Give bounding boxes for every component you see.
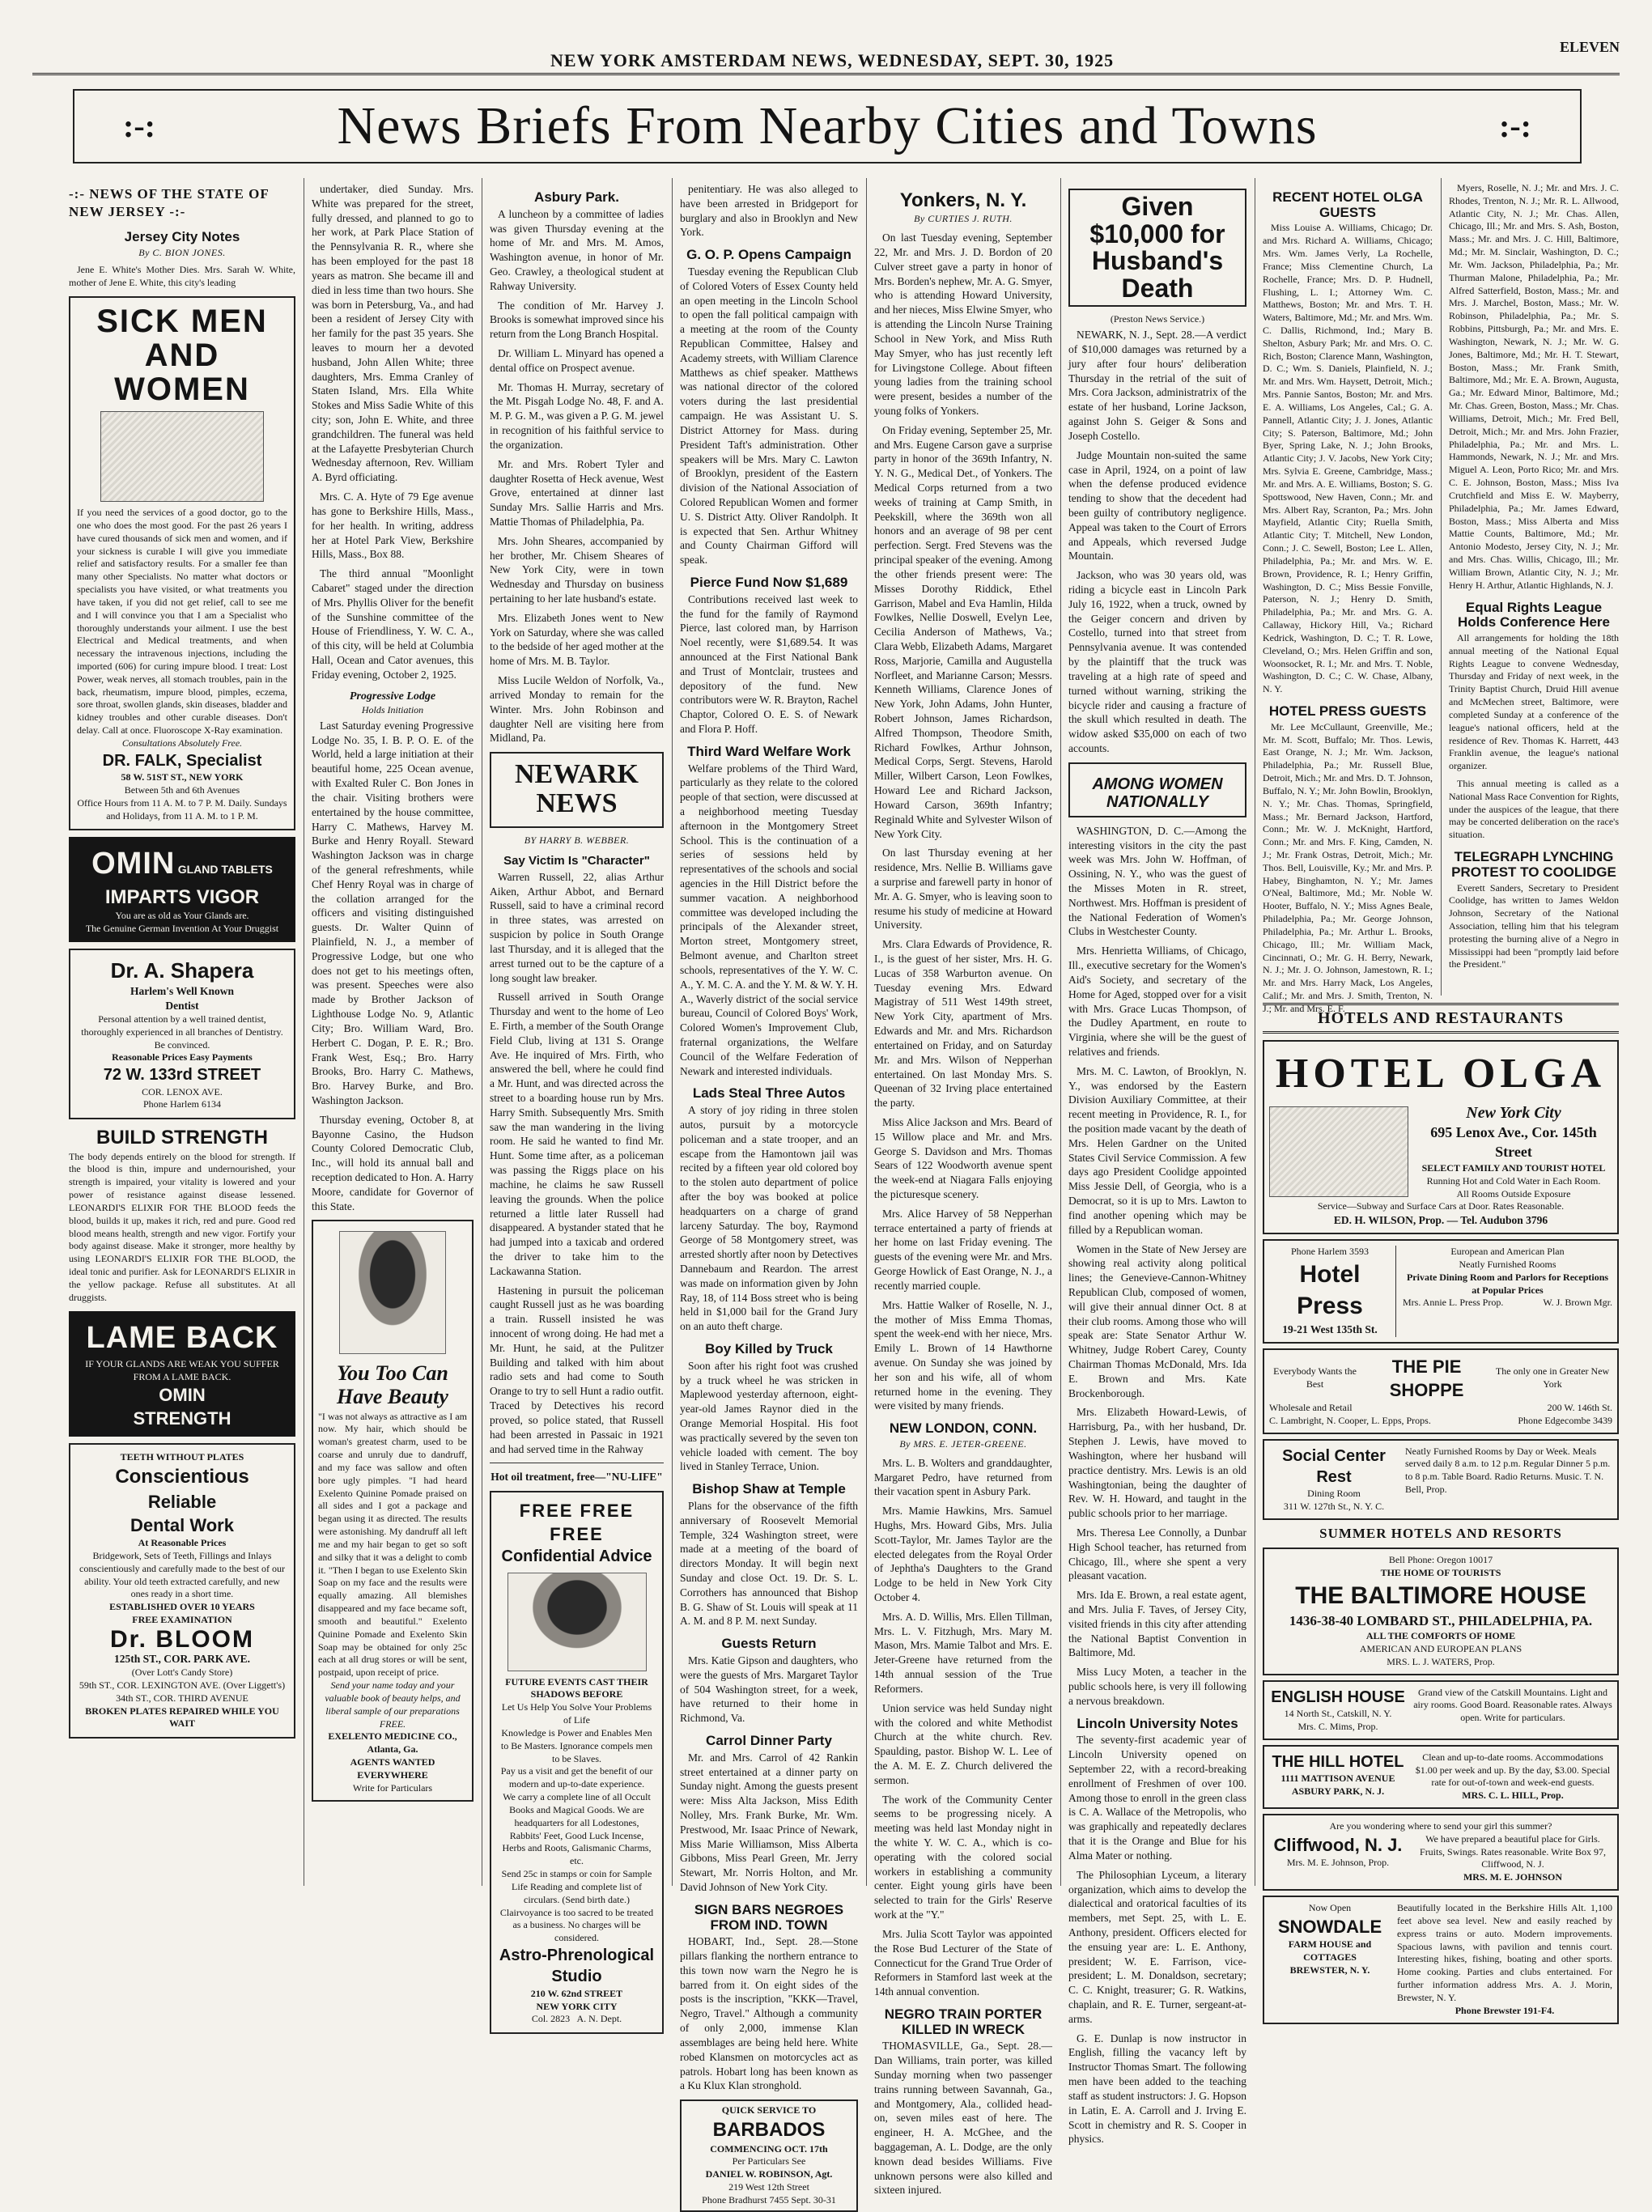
press-rooms: Neatly Furnished Rooms	[1459, 1258, 1556, 1270]
yonkers-headline: Yonkers, N. Y.	[899, 189, 1027, 211]
snowdale-open: Now Open	[1308, 1902, 1352, 1914]
masthead-paper-line: NEW YORK AMSTERDAM NEWS, WEDNESDAY, SEPT. 30, 1925	[550, 50, 1115, 70]
astro-help: Let Us Help You Solve Your Problems of Life	[501, 1701, 652, 1726]
shapera-phone: Phone Harlem 6134	[143, 1098, 221, 1110]
shapera-name: Dr. A. Shapera	[110, 957, 254, 983]
press-mgr1b: Prop.	[1482, 1297, 1504, 1309]
welfare-text: Welfare problems of the Third Ward, particularly as they relate to the colored people of that section, were discussed at a neighborhood meeting Tuesday afternoon in the Montgomery Street School. This is the continuation of a series of sessions held by representatives of the schools and social agencies in the Hill District before the summer vacation. A neighborhood committee was developed including the principals of the Alexander street, Morton street, Montgomery street, Belmont avenue, and Charlton street schools, representatives of the Y. W. C. A., Y. M. C. A. and the Y. M. & W. Y. H. A., Waverly district of the social service bureau, Council of Colored Boys' Work, Colored Women's Improvement Club, fraternal organizations, the Welfare Council of the Welfare Federation of Newark and interested individuals.	[680, 762, 858, 1077]
column-2	[312, 182, 474, 1882]
press-plan: European and American Plan	[1450, 1246, 1565, 1258]
snowdale-sub: FARM HOUSE and COTTAGES	[1288, 1938, 1372, 1963]
telegraph-text: Everett Sanders, Secretary to President Coolidge, has written to James Weldon Johnson, Secretary of the National Association, telling him that his telegram protesting the burning alive of a Negro in Mississippi had been "promptly laid before the President."	[1449, 881, 1619, 970]
newark-subhead: Say Victim Is "Character"	[503, 854, 650, 868]
olga-city: New York City	[1466, 1104, 1561, 1123]
cliffwood-desc: We have prepared a beautiful place for Girls. Fruits, Swings. Rates reasonable. Write Box 97, Cliffwood, N. J.	[1420, 1832, 1606, 1870]
shapera-prices: Reasonable Prices Easy Payments	[112, 1051, 253, 1064]
astro-conf: Confidential Advice	[501, 1548, 652, 1566]
ad-sick-between: Between 5th and 6th Avenues	[124, 784, 240, 796]
yonkers-p1: On last Tuesday evening, September 22, Mr. and Mrs. J. D. Bordon of 20 Culver street gave a party in honor of Mrs. Borden's nephew, Mr. A. G. Smyer, who is attending Howard University, and her nieces, Miss Elwine Smyer, who is attending the Lincoln Nurse Training School in New York, and Miss Ruth May Smyer, who has just recently left for Livingstone College. About fifteen young ladies from the training school were present, besides a number of the young folks of Yonkers.	[874, 231, 1053, 417]
ad-sick-consult: Consultations Absolutely Free.	[121, 737, 243, 749]
press-private: Private Dining Room and Parlors for Receptions at Popular Prices	[1406, 1271, 1609, 1296]
english-name: ENGLISH HOUSE	[1271, 1688, 1405, 1706]
guests-return-text: Mrs. Katie Gipson and daughters, who were the guests of Mrs. Margaret Taylor of 504 Washington street, for a week, have returned to their home in Richmond, Va.	[680, 1654, 858, 1725]
astro-free: FREE FREE FREE	[519, 1501, 635, 1545]
barbados-commencing: COMMENCING OCT. 17th	[710, 2142, 828, 2155]
ad-sick-body: If you need the services of a good doctor, go to the one who does the most good. For the past 26 years I have cured thousands of sick men and women, and if your sickness is curable I will give you immediate relief and satisfactory results. For a smaller fee than many other Specialists. No matter what doctors or specialists you have visited, or what treatments you have taken, if you did not get relief, call to see me and I will convince you that I am a Specialist who thoroughly understands your ailment. I use the best Electrical and Medical treatments, and when necessary the intravenous injections, including the imported (606) for curing impure blood. I treat: Lost Power, weak nerves, all stomach troubles, pain in the back, rheumatism, impure blood, pimples, eczema, sore throat, swollen glands, skin diseases, bladder and kidney troubles and other curable diseases. Don't delay. Call at once. Fluoroscope X-Ray examination.	[77, 507, 287, 737]
omin-imparts: IMPARTS VIGOR	[104, 885, 260, 908]
hill-name: THE HILL HOTEL	[1272, 1752, 1404, 1771]
cliffwood-ask: Are you wondering where to send your girl this summer?	[1329, 1819, 1552, 1832]
white-obituary: undertaker, died Sunday. Mrs. White was prepared for the street, fully dressed, and planned to go to her work, at Park Place Station of the Pennsylvania R. R., where she has been employed for the past 18 years as matron. She became ill and died in less time than two hours. She was born in Petersburg, Va., and had been a resident of Jersey City with her family for the past 35 years. She leaves to mourn her a devoted husband, John Allen White; three daughters, Mrs. Emma Cranley of Staten Island, Mrs. Ella White Stokes and Miss Sadie White of this city; son, John E. White, and three grandchildren. The funeral was held at the Lafayette Presbyterian Church Wednesday afternoon, Rev. William A. Byrd officiating.	[312, 183, 474, 484]
astro-name: Astro-Phrenological Studio	[499, 1946, 655, 1986]
astro-know: Knowledge is Power and Enables Men to Be Masters. Ignorance compels men to be Slaves.	[500, 1726, 653, 1764]
column-1	[69, 182, 295, 1882]
ad-pie-shoppe	[1263, 1348, 1619, 1434]
olga-guests-continued: Myers, Roselle, N. J.; Mr. and Mrs. J. C. Rhodes, Trenton, N. J.; Mr. R. L. Allwood, Atlantic City, N. J.; Mr. Chas. Allen, Chicago, Ill.; Mr. and Mrs. S. Ash, Boston, Mass.; Mr. and Mrs. J. C. Hill, Baltimore, Md.; Mr. M. Sinclair, Washington, D. C.; Mr. Wm. Jackson, Philadelphia, Pa.; Mr. Thurman Malone, Philadelphia, Pa.; Mr. Alfred Satterfield, Boston, Mass.; Mr. and Mrs. J. Marchel, Boston, Mass.; Mr. W. Robinson, Philadelphia, Pa.; Mr. S. Robbins, Pittsburgh, Pa.; Mr. and Mrs. E. Washington, Newark, N. J.; Mr. W. G. Jones, Baltimore, Md.; Mr. H. T. Stewart, Boston, Mass.; Mr. Frank Smith, Baltimore, Md.; Mr. E. A. Brown, Augusta, Ga.; Mr. Edward Minor, Baltimore, Md.; Mr. Chas. Green, Boston, Mass.; Mr. Chas. Williams, Detroit, Mich.; Mr. Fred Bell, Detroit, Mich.; Mr. and Mrs. John Frazier, Philadelphia, Pa.; Mr. and Mrs. L. Hammonds, Newark, N. J.; Mr. and Mrs. Miguel A. Leon, Porto Rico; Mr. and Mrs. C. E. Johnson, Boston, Mass.; Miss Iva Crutchfield and Miss E. W. Mayberry, Philadelphia, Pa.; Mr. James Edward, Boston, Mass.; Miss Alberta and Miss Mattie Counts, Baltimore, Md.; Mr. Antonio Modesto, Jersey City, N. J.; Mr. and Mrs. Chas. Willis, Chicago, Ill.; Mr. William Brown, Atlantic City, N. J.; Mr. Henry H. Arthur, Atlantic Highlands, N. J.	[1449, 182, 1619, 591]
olga-service: Service—Subway and Surface Cars at Door. Rates Reasonable.	[1317, 1200, 1565, 1212]
ad-sick-name: DR. FALK, Specialist	[102, 751, 262, 770]
ad-baltimore-house	[1263, 1548, 1619, 1675]
press-mgr2b: Mgr.	[1593, 1297, 1612, 1309]
omin-sub: GLAND TABLETS	[177, 863, 273, 877]
ad-sick-addr: 58 W. 51ST ST., NEW YORK	[121, 771, 244, 783]
olga-addr: 695 Lenox Ave., Cor. 145th Street	[1430, 1124, 1597, 1161]
new-london-byline: By MRS. E. JETER-GREENE.	[899, 1437, 1027, 1450]
bloom-prices: At Reasonable Prices	[138, 1537, 227, 1549]
jersey-city-headline: Jersey City Notes	[124, 228, 240, 244]
beauty-write: Write for Particulars	[352, 1781, 433, 1794]
shapera-sub2: Dentist	[165, 1000, 199, 1013]
hill-prop: MRS. C. L. HILL, Prop.	[1462, 1790, 1564, 1802]
press-mgr1: Mrs. Annie L. Press	[1403, 1297, 1480, 1309]
social-dining: Dining Room	[1307, 1488, 1361, 1500]
lincoln-p1: The seventy-first academic year of Lincoln University opened on September 22, with a record-breaking enrollment of Freshmen of over 100. Among those to enroll in the green class is C. A. Wallace of the Metropolis, who was graphically and repeatedly declares that it is the Orange and Blue for his Alma Mater or nothing.	[1068, 1734, 1246, 1862]
column-rule	[672, 178, 673, 1886]
ad-omin	[69, 837, 295, 941]
newark-p2: Russell arrived in South Orange Thursday and went to the home of Leo E. Firth, a member of the South Orange Field Club, living at 131 S. Orange Ave. He inquired of Mrs. Firth, who answered the bell, where he could find a Mr. Hunt, and was directed across the street to a boarding house run by Mrs. Harry Smith. Subsequently Mrs. Smith saw the man wandering in the living room. He said he wanted to find Mr. Hunt. Some time after, as a policeman was passing the Riggs place on his machine, he claims he saw Russell leaving the grounds. When the police returned a little later Russell had disappeared. A bystander stated that he had jumped into a taxicab and ordered the driver to take him to the Lackawanna Station.	[490, 991, 664, 1277]
lincoln-headline: Lincoln University Notes	[1077, 1715, 1238, 1731]
beauty-title: You Too Can Have Beauty	[337, 1361, 448, 1409]
beauty-body: "I was not always as attractive as I am now. My hair, which should be woman's greatest charm, used to be coarse and unruly due to dandruff, and my face was sallow and often bore ugly pimples. "I had heard Exelento Quinine Pomade praised on all sides and I got a package and began using it as directed. The results were astonishing. My dandruff all left me and my hair began to get so soft and silky that it was a delight to comb it. "Then I began to use Exelento Skin Soap on my face and the results were equally amazing. All blemishes disappeared and my face became soft, smooth and beautiful." Exelento Quinine Pomade and Exelento Skin Soap may be obtained for only 25c each at all drug stores or will be sent, postpaid, upon receipt of price.	[318, 1410, 467, 1679]
olga-select: SELECT FAMILY AND TOURIST HOTEL	[1421, 1161, 1606, 1174]
lame-note: IF YOUR GLANDS ARE WEAK YOU SUFFER FROM A LAME BACK.	[85, 1357, 279, 1382]
asbury-p2: The condition of Mr. Harvey J. Brooks is somewhat improved since his return from the Long Branch Hospital.	[490, 299, 664, 341]
yonkers-p3: On last Thursday evening at her residence, Mrs. Nellie B. Williams gave a surprise and farewell party in honor of Mr. A. G. Smyer, who is leaving soon to resume his study of medicine at Howard University.	[874, 847, 1052, 932]
yonkers-p2: On Friday evening, September 25, Mr. and Mrs. Eugene Carson gave a surprise party in honor of the 369th Infantry, N. Y. N. G., Medical Det., of Yonkers. The Medical Corps returned from a two weeks of training at Camp Smith, in Peekskill, where the 369th won all honors and an average of 98 per cent perfection. Sergt. Fred Stevens was the principal speaker of the evening. Among the other friends present were: The Misses Dorothy Riddick, Ethel Garrison, Mabel and Eva Hamlin, Hilda Fowlkes, Nellie Doswell, Evelyn Lee, Cecilia Anderson of Mathews, Va.; Clara Webb, Elizabeth Adams, Margaret Ross, Marjorie, Camilla and Augustella Norfleet, and Marianne Carson; Messrs. Kenneth Williams, Clarence Jones of New York, John Adams, John Hunter, Robert Johnson, James Richardson, Alfred Thompson, Theodore Smith, Richard Fowlkes, Arthur Johnson, Medical Corps, Sergt. Stevens, Harold Miller, Wilbert Carson, Leon Fowlkes, Howard Lee and Richard Jackson, Howard Carson, 369th Infantry; Reginald White and Sylvester Wilson of New York City.	[874, 423, 1052, 840]
ad-shapera	[69, 949, 295, 1119]
gop-text: Tuesday evening the Republican Club of Colored Voters of Essex County held an open meeting in the Lincoln School to open the fall political campaign with a meeting at the room of the County Republican Committee, Halsey and Academy streets, with William Clarence Matthews as chief speaker. Matthews was national director of the colored voters during the last presidential campaign. He was Assistant U. S. District Attorney for Mass. during President Taft's administration. Other speakers will be Mrs. Mary C. Lawton of Brooklyn, president of the Eastern division of the National Association of Colored Republican Women and former U. S. District Atty. Oliver Randolph. It is expected that Sen. Arthur Whitney and County Chairman Gifford will speak.	[680, 265, 858, 567]
given-10000-headline: Given $10,000 for Husband's Death	[1089, 192, 1225, 303]
given-10000-box	[1068, 189, 1246, 307]
bloom-teeth: TEETH WITHOUT PLATES	[120, 1451, 244, 1463]
astro-pay: Pay us a visit and get the benefit of our modern and up-to-date experience.	[500, 1765, 653, 1790]
omin-foot: The Genuine German Invention At Your Druggist	[85, 923, 279, 935]
cliffwood-name: Cliffwood, N. J.	[1273, 1834, 1403, 1855]
astro-addr: 210 W. 62nd STREET	[530, 1987, 623, 1999]
ad-sick-hours: Office Hours from 11 A. M. to 7 P. M. Daily. Sundays and Holidays, from 11 A. M. to 1 P. M.	[77, 796, 287, 822]
page-number: ELEVEN	[1559, 39, 1620, 55]
ad-lame-back	[69, 1311, 295, 1437]
column-rule	[1060, 178, 1061, 1886]
ad-cliffwood	[1263, 1814, 1619, 1891]
bloom-addr: 125th ST., COR. PARK AVE.	[113, 1653, 251, 1666]
lodge-text: Last Saturday evening Progressive Lodge No. 35, I. B. P. O. E. of the World, held a large initiation at their beautiful home, 225 Ocean avenue, with Exalted Ruler C. Bon Jones in the chair. Visiting brothers were entertained by the house committee, Harry C. Mathews, Harvey M. Burke and Henry Royall. Steward Washington Jackson was in charge of the general refreshments, while Chef Henry Royal was in charge of the collation arranged for the officers and visiting distinguished guests. Dr. Walter Quinn of Plainfield, N. J., a member of Progressive Lodge, but one who does not get to his meetings often, was present. Speeches were also made by Brother Jackson of Lighthouse Lodge No. 9, Atlantic City; Bro. William Ward, Bro. Herbert C. Dogan, P. E. R.; Bro. Frank West, Esq.; Bro. Harry Brooks, Bro. Harry C. Mathews, Bro. Harvey Burke, and Bro. Washington Jackson.	[312, 719, 474, 1106]
omin-note: You are as old as Your Glands are.	[115, 910, 249, 922]
baltimore-comforts: ALL THE COMFORTS OF HOME	[1365, 1630, 1516, 1642]
train-porter-text: THOMASVILLE, Ga., Sept. 28.—Dan Williams, train porter, was killed Sunday morning when two passenger trains running between Savannah, Ga., and Montgomery, Ala., collided head-on, seven miles east of here. The engineer, H. A. McGhee, and the baggageman, A. L. Dodge, are the only known dead besides Williams. Five unknown persons were also killed and sixteen injured.	[874, 2040, 1052, 2197]
build-strength-headline: BUILD STRENGTH	[96, 1127, 268, 1149]
bloom-branch1: 59th ST., COR. LEXINGTON AVE. (Over Liggett's)	[79, 1679, 286, 1691]
snowdale-phone: Phone Brewster 191-F4.	[1455, 2004, 1555, 2016]
pierce-headline: Pierce Fund Now $1,689	[690, 575, 848, 590]
preston-source: (Preston News Service.)	[1110, 313, 1205, 325]
bloom-title3: Dental Work	[130, 1515, 234, 1535]
bayonne-item: Thursday evening, October 8, at Bayonne Casino, the Hudson County Colored Democratic Club, Inc., will hold its annual ball and reception dedicated to Hon. A. Harry Moore, candidate for Governor of this State.	[312, 1113, 474, 1212]
ad-exelento	[312, 1220, 474, 1801]
gop-headline: G. O. P. Opens Campaign	[686, 247, 851, 263]
yonkers-p7: Mrs. Hattie Walker of Roselle, N. J., the mother of Miss Emma Thomas, spent the week-end with her niece, Mrs. Emily L. Brown of 14 Hawthorne avenue. On Sunday she was joined by her son and his wife, all of whom returned home in the evening. They were visited by many friends.	[874, 1298, 1052, 1412]
ad-hotel-olga	[1263, 1040, 1619, 1234]
ad-social-center	[1263, 1439, 1619, 1520]
pie-only: The only one in Greater New York	[1495, 1365, 1610, 1390]
masthead	[32, 8, 1620, 70]
section-banner	[73, 89, 1582, 163]
asbury-p6: Mrs. John Sheares, accompanied by her brother, Mr. Chisem Sheares of New York City, were in town Wednesday and Thursday on business pertaining to her late husband's estate.	[490, 534, 664, 605]
shapera-corner: COR. LENOX AVE.	[142, 1085, 223, 1098]
astro-future: FUTURE EVENTS CAST THEIR SHADOWS BEFORE	[505, 1675, 648, 1700]
bloom-est: ESTABLISHED OVER 10 YEARS	[109, 1601, 255, 1613]
yonkers-byline: By CURTIES J. RUTH.	[914, 213, 1013, 225]
newark-p3: Hastening in pursuit the policeman caught Russell just as he was boarding a train. Russell insisted he was innocent of wrong doing. He had met a Mr. Hunt, he said, at the Pulitzer Building and talked with him about radio sets and had come to South Orange to try to sell Hunt a radio outfit. Traced by Detectives his record proved, so police stated, that Russell had been arrested in Passaic in 1921 and had served time in the Rahway	[490, 1284, 664, 1455]
asbury-p4: Mr. Thomas H. Murray, secretary of the Mt. Pisgah Lodge No. 48, F. and A. M. P. G. M., was given a P. G. M. jewel in recognition of his faithful service to the organization.	[490, 380, 664, 451]
ad-english-house	[1263, 1680, 1619, 1740]
astro-col: Col. 2823	[531, 2013, 571, 2025]
column-7	[1263, 182, 1433, 1014]
ad-astro	[490, 1491, 664, 2034]
banner-title: News Briefs From Nearby Cities and Towns	[337, 96, 1318, 155]
new-london-headline: NEW LONDON, CONN.	[889, 1420, 1038, 1437]
hyte-item: Mrs. C. A. Hyte of 79 Ege avenue has gone to Berkshire Hills, Mass., for her health. In writing, address her at Hotel Park View, Berkshire Hills, Mass., Box 88.	[312, 490, 474, 561]
banner-ornament-right: :-:	[1499, 108, 1531, 144]
astro-city: NEW YORK CITY	[536, 2000, 618, 2012]
woman-portrait	[339, 1231, 446, 1354]
pie-wants: Everybody Wants the Best	[1273, 1365, 1357, 1390]
beauty-agents: AGENTS WANTED EVERYWHERE	[350, 1756, 435, 1781]
column-5	[874, 182, 1053, 2197]
new-london-p3: Mrs. A. D. Willis, Mrs. Ellen Tillman, Mrs. L. V. Fitzhugh, Mrs. Mary M. Mason, Mrs. Mamie Talbot and Mrs. E. Jeter-Greene have returned from the 14th annual session of the True Reformers.	[874, 1610, 1052, 1695]
among-p8: Miss Lucy Moten, a teacher in the public schools here, is very ill following a nervous breakdown.	[1068, 1666, 1246, 1707]
build-strength-body: The body depends entirely on the blood for strength. If the blood is thin, impure and undernourished, your strength is impaired, your vitality is lowered and your power of resistance against disease lessened. LEONARDI'S ELIXIR FOR THE BLOOD feeds the blood, builds it up, makes it rich, red and pure. Good red blood means health, strength and new vigor. Fortify your body against disease. Make it stronger, more healthy by using LEONARDI'S ELIXIR FOR THE BLOOD, the ideal tonic and purifier. Ask for LEONARDI'S ELIXIR in the yellow package. Refuse all substitutes. At all druggists.	[69, 1150, 295, 1303]
ad-hotel-press	[1263, 1239, 1619, 1344]
press-name: Hotel Press	[1297, 1260, 1363, 1320]
olga-guests-text: Miss Louise A. Williams, Chicago; Dr. and Mrs. Richard A. Williams, Chicago; Mrs. Wm. James Verly, La Rochelle, France; Miss Clementine Church, La Rochelle, France; Mrs. D. P. Hudnell, Flushing, L. I.; Attorney Wm. C. Matthews, Boston; Mr. and Mrs. T. H. Waters, Baltimore, Md.; Mr. and Mrs. Wm. C. Dallis, Richmond, Ind.; Mary B. Shelton, Asbury Park; Mr. and Mrs. O. C. Rich, Boston; Clarence Mann, Washington, D. C.; Wm. S. Daniels, Plainfield, N. J.; Mr. and Mrs. Wm. Haysett, Detroit, Mich.; Mrs. Pannie Santos, Boston; Mr. and Mrs. E. A. Williams, Los Angeles, Cal.; G. A. Pannell, Atlantic City; J. J. Jones, Atlantic City; S. Paterson, Baltimore, Md.; John Byer, Spring Lake, N. J.; John Brooks, Atlantic City; J. V. Jacobs, New York City; Mrs. Sylvia E. Greene, Cambridge, Mass.; Mr. and Mrs. A. E. Williams, Boston; S. G. Spottswood, New Haven, Conn.; Mr. and Mrs. Albert Ray, Scranton, Pa.; Mrs. John Mayfield, Atlantic City; Ruella Smith, Atlantic City; T. Mitchell, New London, Conn.; J. C. Sewell, Boston; Lee L. Allen, Philadelphia, Pa.; Mr. and Mrs. W. E. Brown, Providence, R. I.; Henry Griffin, Washington, D. C.; Miss Bessie Fonville, Paterson, N. J.; Henry D. Smith, Philadelphia, Pa.; Mr. and Mrs. G. A. Callaway, Hickory Hill, Va.; Richard Kedrick, Washington, D. C.; T. R. Lowe, Cleveland, O.; Mrs. Helen Griffin and son, Woonsocket, R. I.; Mr. and Mrs. T. Noble, Washington, D. C.; C. W. Chase, Albany, N. Y.	[1263, 222, 1433, 695]
ad-barbados	[680, 2099, 858, 2212]
hotels-header: HOTELS AND RESTAURANTS	[1263, 1003, 1619, 1034]
social-addr: 311 W. 127th St., N. Y. C.	[1283, 1501, 1385, 1513]
press-addr: 19-21 West 135th St.	[1282, 1323, 1378, 1336]
given-p1: NEWARK, N. J., Sept. 28.—A verdict of $10,000 damages was returned by a jury after four hours' deliberation Thursday in the retrial of the suit of Mrs. Cora Jackson, administratrix of the estate of her husband, Lorine Jackson, against John S. Geiger & Sons and Joseph Costello.	[1068, 329, 1246, 442]
beauty-company: EXELENTO MEDICINE CO., Atlanta, Ga.	[328, 1730, 457, 1756]
given-p2: Judge Mountain non-suited the same case in April, 1924, on a point of law when the defense produced evidence tending to show that the decedent had been guilty of contributory negligence. Appeal was taken to the Court of Errors and Appeals, which reversed Judge Mountain.	[1068, 448, 1246, 563]
yonkers-p4: Mrs. Clara Edwards of Providence, R. I., is the guest of her sister, Mrs. H. G. Lucas of 358 Warburton avenue. On Tuesday evening Mrs. Edward Magistray of 511 West 149th street, New York City, apartment of Mrs. Edwards and Mr. and Mrs. Richardson entertained on Friday, and on Saturday Mr. and Mrs. Wilson of Nepperhan entertained. On last Monday Mrs. S. Queenan of 32 Irving place entertained the party.	[874, 938, 1052, 1110]
hotels-section	[1263, 1000, 1619, 2016]
among-p5: Mrs. Elizabeth Howard-Lewis, of Harrisburg, Pa., with her husband, Dr. Stephen J. Lewis, have moved to Washington, where her husband will practice dentistry. Mrs. Lewis is an old Washingtonian, being the daughter of Rev. W. H. Howard, and taught in the public schools prior to her marriage.	[1068, 1406, 1246, 1520]
omin-title: OMIN	[91, 847, 176, 881]
newark-p1: Warren Russell, 22, alias Arthur Aiken, Arthur Abbot, and Bernard Russell, said to have a criminal record in three states, was arrested on suspicion by police in South Orange last Thursday, and it is alleged that the arrest turned out to be the capture of a long sought law breaker.	[490, 870, 664, 984]
hill-desc: Clean and up-to-date rooms. Accommodations $1.00 per week and up. By the day, $3.00. Special rate for out-of-town and week-end guests.	[1415, 1751, 1611, 1789]
barbados-particulars: Per Particulars See	[732, 2155, 806, 2167]
olga-rooms: All Rooms Outside Exposure	[1456, 1187, 1571, 1199]
telegraph-headline: TELEGRAPH LYNCHING PROTEST TO COOLIDGE	[1451, 849, 1616, 880]
bloom-over: (Over Lott's Candy Store)	[131, 1666, 233, 1679]
among-p1: WASHINGTON, D. C.—Among the interesting visitors in the city the past week was Mrs. John W. Hoffman, of Ossining, N. Y., who was the guest of the Misses Moten in R. street, Northwest. Mrs. Hoffman is president of the National Federation of Women's Clubs in Westchester County.	[1068, 824, 1246, 938]
among-p7: Mrs. Ida E. Brown, a real estate agent, and Mrs. Julia F. Taves, of Jersey City, visited friends in this city after attending the National Baptist Convention in Baltimore, Md.	[1068, 1589, 1246, 1659]
baltimore-name: THE BALTIMORE HOUSE	[1295, 1582, 1586, 1610]
english-addr: 14 North St., Catskill, N. Y.	[1284, 1708, 1392, 1720]
boy-killed-headline: Boy Killed by Truck	[705, 1341, 833, 1357]
press-guests-text: Mr. Lee McCullaunt, Greenville, Me.; Mr. M. Scott, Buffalo; Mr. Thos. Lewis, East Orange, N. J.; Mr. Wm. Jackson, Philadelphia, Pa.; Mr. Russell Blue, Detroit, Mich.; Mr. and Mrs. D. T. Johnson, Buffalo, N. Y.; Mr. John Bowlin, Brooklyn, N. Y.; Mr. Chas. Thomas, Springfield, Mass.; Mr. Bernard Jackson, Hartford, Conn.; Mr. W. J. McKnight, Hartford, Conn.; Mr. and Mrs. F. King, Camden, N. J.; Mr. Frank Ostras, Detroit, Mich.; Mr. Thos. Bell, Louisville, Ky.; Mr. and Mrs. P. Habey, Binghamton, N. Y.; Mr. James O'Neal, Baltimore, Md.; Mr. Noble W. Hooter, Buffalo, N. Y.; Miss Agnes Beale, Philadelphia, Pa.; Mr. George Johnson, Philadelphia, Pa.; Mr. Arthur L. Brooks, Chicago, Ill.; Mr. William Mack, Cincinnati, O.; Mr. G. H. Berry, Newark, N. J.; Mr. J. O. Johnson, Jamestown, R. I.; Mr. and Mrs. Harry Mack, Los Angeles, Calif.; Mr. and Mrs. J. Smith, Trenton, N. J.; Mr. and Mrs. E. F.	[1263, 720, 1433, 1014]
train-porter-headline: NEGRO TRAIN PORTER KILLED IN WRECK	[884, 2006, 1043, 2037]
carrol-headline: Carrol Dinner Party	[706, 1733, 832, 1748]
lincoln-p3: G. E. Dunlap is now instructor in English, filling the vacancy left by Instructor Thomas Smart. The following men have been added to the teaching staff as student instructors: J. G. Hopson in Latin, E. A. Carroll and J. Irving E. Scott in chemistry and R. S. Cooper in physics.	[1068, 2032, 1246, 2146]
asbury-p3: Dr. William L. Minyard has opened a dental office on Prospect avenue.	[490, 347, 664, 374]
snowdale-city: BREWSTER, N. Y.	[1289, 1964, 1370, 1976]
ad-sick-men	[69, 296, 295, 830]
column-rule	[866, 178, 867, 1886]
astro-dept: A. N. Dept.	[576, 2013, 622, 2025]
english-prop: Mrs. C. Mims, Prop.	[1297, 1720, 1378, 1732]
jersey-city-byline: By C. BION JONES.	[138, 246, 226, 258]
social-name: Social Center Rest	[1282, 1446, 1386, 1486]
bloom-title2: Reliable	[147, 1491, 217, 1512]
pie-names: C. Lambright, N. Cooper, L. Epps, Props.	[1269, 1414, 1431, 1426]
social-desc: Neatly Furnished Rooms by Day or Week. Meals served daily 8 a.m. to 12 p.m. Regular Dinner 5 p.m. to 8 p.m. Table Board. Radio Returns. Music. T. N. Bell, Prop.	[1405, 1445, 1611, 1496]
pie-name: THE PIE SHOPPE	[1389, 1356, 1464, 1400]
lame-title: LAME BACK	[86, 1320, 278, 1355]
shapera-body: Personal attention by a well trained dentist, thoroughly experienced in all branches of Dentistry. Be convinced.	[81, 1013, 283, 1051]
lodge-headline: Progressive Lodge	[349, 690, 436, 703]
column-3	[490, 182, 664, 2025]
lodge-subhead: Holds Initiation	[361, 704, 424, 716]
cliffwood-prop: Mrs. M. E. Johnson, Prop.	[1286, 1856, 1390, 1868]
bloom-repair: BROKEN PLATES REPAIRED WHILE YOU WAIT	[85, 1705, 279, 1730]
barbados-quick: QUICK SERVICE TO	[721, 2104, 817, 2116]
olga-name: HOTEL OLGA	[1275, 1051, 1607, 1098]
pie-wholesale: Wholesale and Retail	[1269, 1401, 1353, 1413]
asbury-p7: Mrs. Elizabeth Jones went to New York on Saturday, where she was called to the bedside of her aged mother at the home of Mrs. M. B. Taylor.	[490, 611, 664, 668]
hill-addr: 1111 MATTISON AVENUE	[1280, 1773, 1395, 1785]
lame-brand: OMIN	[159, 1385, 206, 1406]
yonkers-p6: Mrs. Alice Harvey of 58 Nepperhan terrace entertained a party of friends at her home on last Friday evening. The guests of the evening were Mr. and Mrs. George Howlick of East Orange, N. J., a recently married couple.	[874, 1207, 1052, 1292]
press-phone: Phone Harlem 3593	[1291, 1246, 1369, 1258]
barbados-name: BARBADOS	[712, 2118, 826, 2141]
pie-phone: Phone Edgecombe 3439	[1518, 1414, 1612, 1426]
asbury-p5: Mr. and Mrs. Robert Tyler and daughter Rosetta of Heck avenue, West Grove, entertained at dinner last Sunday Mrs. Sallie Harris and Mrs. Mattie Thomas of Philadelphia, Pa.	[490, 457, 664, 528]
column-6	[1068, 182, 1246, 2146]
bloom-name: Dr. BLOOM	[109, 1625, 254, 1653]
among-women-box	[1068, 762, 1246, 817]
astro-send: Send 25c in stamps or coin for Sample Life Reading and complete list of circulars. (Send birth date.) Clairvoyance is too sacred to be treated as a business. No charges will be considered.	[499, 1868, 654, 1944]
hill-city: ASBURY PARK, N. J.	[1291, 1785, 1385, 1797]
new-london-p4: Union service was held Sunday night with the colored and white Methodist Church at the white church. Rev. Spaulding, pastor. Bishop W. L. Lee of the A. M. E. Z. Church delivered the sermon.	[874, 1701, 1052, 1786]
olga-guests-headline: RECENT HOTEL OLGA GUESTS	[1272, 189, 1423, 220]
equal-rights-headline: Equal Rights League Holds Conference Here	[1458, 599, 1610, 630]
asbury-p1: A luncheon by a committee of ladies was given Thursday evening at the home of Mr. and Mrs. M. Amos, Washington avenue, in honor of Mr. Geo. Crawley, a theological student at Rahway University.	[490, 207, 664, 292]
snowdale-desc: Beautifully located in the Berkshire Hills Alt. 1,100 feet above sea level. New and easily reached by express trains or auto. Modern improvements. Spacious lawns, with pavilion and tennis court. Interesting hikes, fishing, boating and other sports. Home cooking. Parties and clubs entertained. For further information address Mrs. A. J. Morin, Brewster, N. Y.	[1397, 1902, 1612, 2003]
among-p2: Mrs. Henrietta Williams, of Chicago, Ill., executive secretary for the Women's Aid's Society, and secretary of the Home for Aged, stopped over for a visit with Mrs. Grace Lucas Thompson, of the Dudley Apartment, en route to Virginia, where she will be the guest of relatives and friends.	[1068, 945, 1246, 1058]
asbury-p8: Miss Lucile Weldon of Norfolk, Va., arrived Monday to remain for the Winter. Mrs. John Robinson and daughter Nell are visiting here from Midland, Pa.	[490, 674, 664, 745]
lincoln-p2: The Philosophian Lyceum, a literary organization, which aims to develop the dialectical and oratorical faculties of its members, met Sept. 25, with L. E. Anthony, president. Officers elected for the ensuing year are: L. E. Anthony, president; W. E. Farrison, vice-president; L. M. Donaldson, secretary; C. C. Knight, treasurer; G. R. Watkins, chaplain, and R. E. Turner, sergeant-at-arms.	[1068, 1868, 1246, 2025]
equal-rights-p2: This annual meeting is called as a National Mass Race Convention for Rights, under the auspices of the league, that there may be concerted deliberation on the race's situation.	[1449, 777, 1619, 841]
beauty-send: Send your name today and your valuable book of beauty helps, and liberal sample of our preparations FREE.	[325, 1679, 461, 1730]
column-4	[680, 182, 858, 2206]
bloom-title1: Conscientious	[115, 1466, 249, 1488]
new-london-p2: Mrs. Mamie Hawkins, Mrs. Samuel Hughs, Mrs. Howard Gibs, Mrs. Julia Scott-Taylor, Mr. James Taylor are the elected delegates from the Royal Order of Jephtha's Daughters to the Grand Lodge to be held in New York City October 4.	[874, 1505, 1052, 1604]
pie-addr: 200 W. 146th St.	[1547, 1401, 1612, 1413]
among-p3: Mrs. M. C. Lawton, of Brooklyn, N. Y., was endorsed by the Eastern Division Auxiliary Committee, at their recent meeting in Providence, R. I., for the position made vacant by the death of Mrs. Helen Gardner on the United States Civil Service Commission. A few days ago President Coolidge appointed Miss Jessie Dell, of Georgia, who is a Democrat, so it is up to Mrs. Lawton to find another opening which may be filled by a Republican woman.	[1068, 1064, 1246, 1236]
carrol-text: Mr. and Mrs. Carrol of 42 Rankin street entertained at a dinner party on Sunday night. Among the guests present were: Miss Alta Jackson, Miss Edith Nolley, Mrs. Frank Burke, Mr. Wm. Prestwood, Mr. Isaac Prince of Newark, Miss Marie Williamson, Miss Alberta Gibbons, Miss Pearl Green, Mr. Jerry Stewart, Mr. Norris Holton, and Mr. David Johnson of New York City.	[680, 1751, 858, 1893]
barbados-phone: Phone Bradhurst 7455	[702, 2193, 789, 2206]
newark-headline: NEWARK NEWS	[514, 759, 639, 818]
summer-header: SUMMER HOTELS AND RESORTS	[1319, 1526, 1562, 1542]
newark-news-box	[490, 752, 664, 827]
among-women-headline: AMONG WOMEN NATIONALLY	[1092, 775, 1223, 811]
newark-byline: BY HARRY B. WEBBER.	[524, 834, 630, 846]
shapera-addr: 72 W. 133rd STREET	[103, 1066, 261, 1085]
ad-sick-title: SICK MEN AND WOMEN	[96, 304, 268, 408]
bishop-headline: Bishop Shaw at Temple	[692, 1481, 846, 1497]
banner-ornament-left: :-:	[123, 108, 155, 144]
turbaned-man-illustration	[507, 1573, 647, 1671]
shapera-sub1: Harlem's Well Known	[130, 985, 234, 998]
baltimore-plans: AMERICAN AND EUROPEAN PLANS	[1359, 1642, 1522, 1654]
bloom-branch2: 34th ST., COR. THIRD AVENUE	[116, 1692, 248, 1704]
astro-carry: We carry a complete line of all Occult Books and Magical Goods. We are headquarters for all Lodestones, Rabbits' Feet, Good Luck Incense, Herbs and Roots, Galismanic Charms, etc.	[502, 1791, 652, 1867]
cabaret-item: The third annual "Moonlight Cabaret" staged under the direction of Mrs. Phyllis Oliver for the benefit of the Sunshine committee of the House of Friendliness, Y. W. C. A., of this city, will be held at Columbia Hall, Ocean and Cator avenues, this Friday evening, October 2, 1925.	[312, 567, 474, 681]
guests-return-headline: Guests Return	[721, 1636, 817, 1652]
olga-water: Running Hot and Cold Water in Each Room.	[1426, 1174, 1601, 1187]
sign-bars-text: HOBART, Ind., Sept. 28.—Stone pillars flanking the northern entrance to this town now warn the Negro he is barred from it. On eight sides of the posts is the inscription, "KKK—Travel, Negro, Travel." Although a community of only 2,000, immense Klan assemblages are being held here. White robed Klansmen on motorcycles act as patrols. Hobart long has been known as a Ku Klux Klan stronghold.	[680, 1935, 858, 2092]
given-p3: Jackson, who was 30 years old, was riding a bicycle east in Lincoln Park July 16, 1922, when a truck, owned by the Geiger concern and driven by Costello, turned into that street from Pennsylvania avenue. It was contended by the plaintiff that the truck was traveling at a high rate of speed and turned without warning, striking the bicycle rider and causing a fracture of the skull which resulted in death. The widow asked $35,000 on each of two accounts.	[1068, 569, 1246, 754]
hotel-building-illustration	[1269, 1106, 1408, 1197]
new-london-p6: Mrs. Julia Scott Taylor was appointed the Rose Bud Lecturer of the State of Connecticut for the Grand True Order of Reformers in Stamford last week at the 14th annual convention.	[874, 1927, 1052, 1998]
barbados-agent: DANIEL W. ROBINSON, Agt.	[705, 2168, 833, 2180]
pierce-text: Contributions received last week to the fund for the family of Raymond Pierce, last colored man, by Harrison Noel recently, were $1,689.54. It was announced at the First National Bank and Trust of Montclair, trustees and depository of the fund. New contributors were W. R. Brayton, Rachel Chaptor, Colored O. E. S. of Newark and Flora P. Hoff.	[680, 592, 858, 735]
ad-dr-bloom	[69, 1443, 295, 1739]
lads-headline: Lads Steal Three Autos	[692, 1085, 846, 1102]
lame-strength: STRENGTH	[133, 1408, 231, 1429]
masthead-rule	[32, 73, 1620, 75]
snowdale-name: SNOWDALE	[1277, 1916, 1382, 1937]
ad-snowdale	[1263, 1896, 1619, 2023]
welfare-headline: Third Ward Welfare Work	[687, 743, 851, 759]
bishop-text: Plans for the observance of the fifth anniversary of Roosevelt Memorial Temple, 324 Washington street, were made at a meeting of the board of directors Monday. It will begin next Sunday and close Oct. 19. Dr. S. L. Corrothers has announced that Bishop B. G. Shaw of St. Louis will speak at 11 A. M. and 8 P. M. next Sunday.	[680, 1499, 858, 1628]
sign-bars-headline: SIGN BARS NEGROES FROM IND. TOWN	[694, 1901, 844, 1933]
cliffwood-by: MRS. M. E. JOHNSON	[1463, 1871, 1562, 1883]
nu-life-ad: Hot oil treatment, free—"NU-LIFE"	[491, 1471, 663, 1484]
column-8	[1449, 182, 1619, 991]
baltimore-phone: Bell Phone: Oregon 10017	[1388, 1554, 1493, 1566]
baltimore-addr: 1436-38-40 LOMBARD ST., PHILADELPHIA, PA.	[1289, 1612, 1593, 1628]
olga-prop: ED. H. WILSON, Prop. — Tel. Audubon 3796	[1333, 1214, 1548, 1227]
baltimore-prop: MRS. L. J. WATERS, Prop.	[1387, 1655, 1495, 1667]
column-rule	[1441, 178, 1442, 996]
newspaper-page	[32, 8, 1620, 2206]
jersey-city-text: Jene E. White's Mother Dies. Mrs. Sarah W. White, mother of Jene E. White, this city's leading	[69, 264, 295, 289]
new-london-p1: Mrs. L. B. Wolters and granddaughter, Margaret Pedro, have returned from their vacation spent in Asbury Park.	[874, 1456, 1052, 1498]
press-mgr2: W. J. Brown	[1543, 1297, 1591, 1309]
new-london-p5: The work of the Community Center seems to be progressing nicely. A meeting was held last Monday night in the white Y. W. C. A., which is co-operating with the colored social workers in establishing a community center. Eight young girls have been selected to train for the Girls' Reserve work at the "Y."	[874, 1793, 1052, 1921]
among-p4: Women in the State of New Jersey are showing real activity along political lines; the Genevieve-Cannon-Whitney Republican Club, composed of women, will give their annual dinner Oct. 8 at their club rooms. Among those who will speak are: State Senator Arthur W. Whitney, Judge Robert Carey, County Chairman Thomas McDonald, Mrs. Ida E. Brown and Mrs. Kate Brockenborough.	[1068, 1242, 1246, 1399]
doctor-illustration	[100, 411, 264, 502]
english-view: Grand view of the Catskill Mountains. Light and airy rooms. Good Board. Reasonable rates. Always open. Write for particulars.	[1413, 1686, 1612, 1724]
asbury-headline: Asbury Park.	[534, 189, 619, 205]
lads-text: A story of joy riding in three stolen autos, pursuit by a motorcycle policeman and a state trooper, and an escape from the Hamontown jail was recited by a fifteen year old colored boy to the stolen auto department of police after the boy was booked at police headquarters on a charge of grand larceny Saturday. The boy, Raymond George of 58 Montgomery street, was arrested shortly after noon by Detectives Dannebaum and Reardon. The arrest was made on information given by John Ray, 18, of 114 Boss street who is being held in $1,000 bail for the Grand Jury on an auto theft charge.	[680, 1104, 858, 1333]
equal-rights-p1: All arrangements for holding the 18th annual meeting of the National Equal Rights League to convene Wednesday, Thursday and Friday of next week, in the Trinity Baptist Church, Druid Hill avenue and McMechen street, Baltimore, were completed Sunday at a conference of the league's national officers, held at the residence of Rev. Thomas K. Harrett, 443 Franklin avenue, the league's national organizer.	[1449, 631, 1619, 772]
among-p6: Mrs. Theresa Lee Connolly, a Dunbar High School teacher, has returned from Chicago, Ill., where she spent a very pleasant vacation.	[1068, 1526, 1246, 1582]
barbados-addr: 219 West 12th Street	[728, 2181, 809, 2193]
yonkers-p5: Miss Alice Jackson and Mrs. Beard of 15 Willow place and Mr. and Mrs. George S. Davidson and Mrs. Thomas Sears of 122 Woodworth avenue spent the week-end at Niagara Falls enjoying the picturesque scenery.	[874, 1115, 1052, 1201]
boy-killed-text: Soon after his right foot was crushed by a truck wheel he was stricken in Maplewood yesterday afternoon, eight-year-old James Raynor died in the Orange Memorial Hospital. His foot was practically severed by the seven ton vehicle loaded with cement. The boy lived in Stanley Terrace, Union.	[680, 1359, 858, 1473]
section-head-new-jersey: -:- NEWS OF THE STATE OF NEW JERSEY -:-	[69, 186, 270, 220]
newark-continued: penitentiary. He was also alleged to have been arrested in Bridgeport for burglary and also in Brooklyn and New York.	[680, 183, 858, 239]
barbados-dates: Sept. 30-31	[791, 2193, 836, 2206]
bloom-free: FREE EXAMINATION	[132, 1614, 232, 1625]
press-guests-headline: HOTEL PRESS GUESTS	[1268, 703, 1427, 720]
ad-hill-hotel	[1263, 1745, 1619, 1809]
bloom-body: Bridgework, Sets of Teeth, Fillings and Inlays conscientiously and carefully made to the best of our ability. Your old teeth extracted carefully, and new ones ready in a short time.	[79, 1549, 285, 1600]
baltimore-home: THE HOME OF TOURISTS	[1380, 1567, 1501, 1579]
